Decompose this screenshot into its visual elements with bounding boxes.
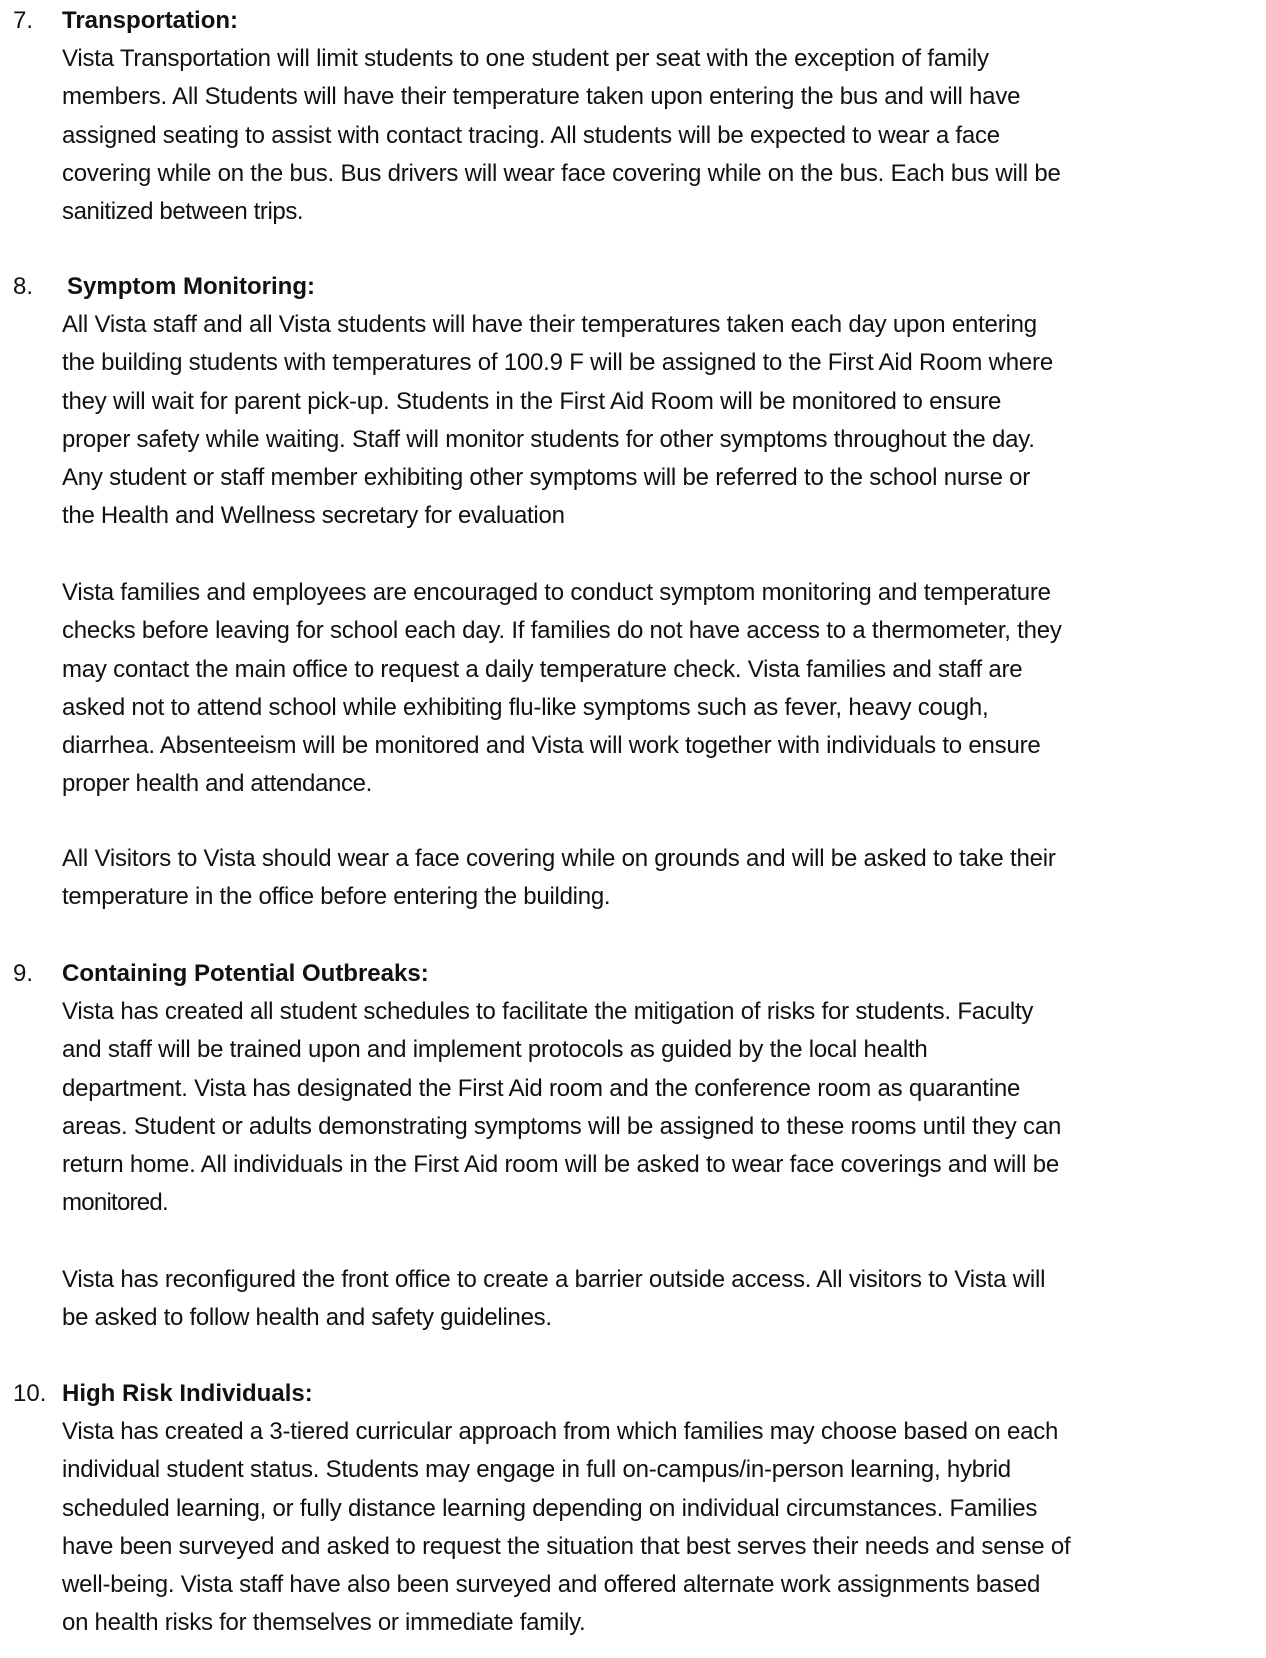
text-line: scheduled learning, or fully distance learning depending on individual circumstances. Families bbox=[62, 1494, 1038, 1522]
text-line: proper safety while waiting. Staff will monitor students for other symptoms throughout the day. bbox=[62, 425, 1035, 453]
section-number: 7. bbox=[13, 7, 34, 34]
text-line: areas. Student or adults demonstrating symptoms will be assigned to these rooms until they can bbox=[62, 1112, 1062, 1140]
text-line: be asked to follow health and safety guidelines. bbox=[62, 1304, 552, 1332]
section-number: 9. bbox=[13, 960, 34, 987]
section-heading: Symptom Monitoring: bbox=[67, 273, 315, 300]
text-line: department. Vista has designated the First Aid room and the conference room as quarantine bbox=[62, 1074, 1021, 1102]
paragraph bbox=[62, 1261, 1258, 1338]
text-line: monitored. bbox=[62, 1189, 168, 1217]
text-line: covering while on the bus. Bus drivers will wear face covering while on the bus. Each bus will be bbox=[62, 159, 1061, 187]
text-line: Vista has created all student schedules to facilitate the mitigation of risks for students. Faculty bbox=[62, 998, 1034, 1025]
text-line: the Health and Wellness secretary for evaluation bbox=[62, 502, 565, 530]
section-heading: High Risk Individuals: bbox=[62, 1380, 313, 1407]
section-heading: Containing Potential Outbreaks: bbox=[62, 960, 429, 987]
text-line: sanitized between trips. bbox=[62, 198, 304, 226]
text-line: Vista has reconfigured the front office to create a barrier outside access. All visitors to Vista will bbox=[62, 1266, 1046, 1293]
text-line: return home. All individuals in the First Aid room will be asked to wear face coverings and will be bbox=[62, 1151, 1059, 1179]
text-line: members. All Students will have their temperature taken upon entering the bus and will have bbox=[62, 83, 1021, 111]
text-line: well-being. Vista staff have also been surveyed and offered alternate work assignments based bbox=[62, 1571, 1041, 1599]
text-line: Any student or staff member exhibiting other symptoms will be referred to the school nurse or bbox=[62, 464, 1031, 492]
text-line: All Vista staff and all Vista students will have their temperatures taken each day upon entering bbox=[62, 311, 1037, 338]
section-number: 10. bbox=[13, 1380, 47, 1407]
text-line: on health risks for themselves or immediate family. bbox=[62, 1609, 586, 1637]
text-line: asked not to attend school while exhibiting flu-like symptoms such as fever, heavy cough, bbox=[62, 693, 989, 721]
text-line: the building students with temperatures of 100.9 F will be assigned to the First Aid Room where bbox=[62, 349, 1053, 377]
text-line: temperature in the office before entering the building. bbox=[62, 883, 611, 911]
text-line: assigned seating to assist with contact tracing. All students will be expected to wear a face bbox=[62, 121, 1000, 149]
paragraph bbox=[62, 574, 1258, 804]
section-number: 8. bbox=[13, 273, 34, 300]
paragraph bbox=[62, 1413, 1258, 1643]
text-line: proper health and attendance. bbox=[62, 770, 372, 798]
text-line: All Visitors to Vista should wear a face covering while on grounds and will be asked to take their bbox=[62, 845, 1056, 872]
paragraph bbox=[62, 40, 1258, 231]
text-line: may contact the main office to request a daily temperature check. Vista families and staff are bbox=[62, 655, 1023, 683]
text-line: diarrhea. Absenteeism will be monitored and Vista will work together with individuals to ensure bbox=[62, 732, 1041, 760]
text-line: they will wait for parent pick-up. Students in the First Aid Room will be monitored to ensure bbox=[62, 387, 1002, 415]
text-line: individual student status. Students may engage in full on-campus/in-person learning, hybrid bbox=[62, 1456, 1011, 1484]
paragraph bbox=[62, 993, 1258, 1223]
text-line: have been surveyed and asked to request the situation that best serves their needs and sense of bbox=[62, 1532, 1071, 1560]
paragraph bbox=[62, 840, 1258, 917]
text-line: and staff will be trained upon and implement protocols as guided by the local health bbox=[62, 1036, 928, 1064]
text-line: Vista families and employees are encouraged to conduct symptom monitoring and temperature bbox=[62, 579, 1051, 606]
text-line: Vista has created a 3-tiered curricular approach from which families may choose based on each bbox=[62, 1418, 1059, 1445]
text-line: Vista Transportation will limit students to one student per seat with the exception of family bbox=[62, 45, 989, 72]
paragraph bbox=[62, 306, 1258, 536]
text-line: checks before leaving for school each day. If families do not have access to a thermometer, they bbox=[62, 617, 1062, 645]
section-heading: Transportation: bbox=[62, 7, 239, 34]
